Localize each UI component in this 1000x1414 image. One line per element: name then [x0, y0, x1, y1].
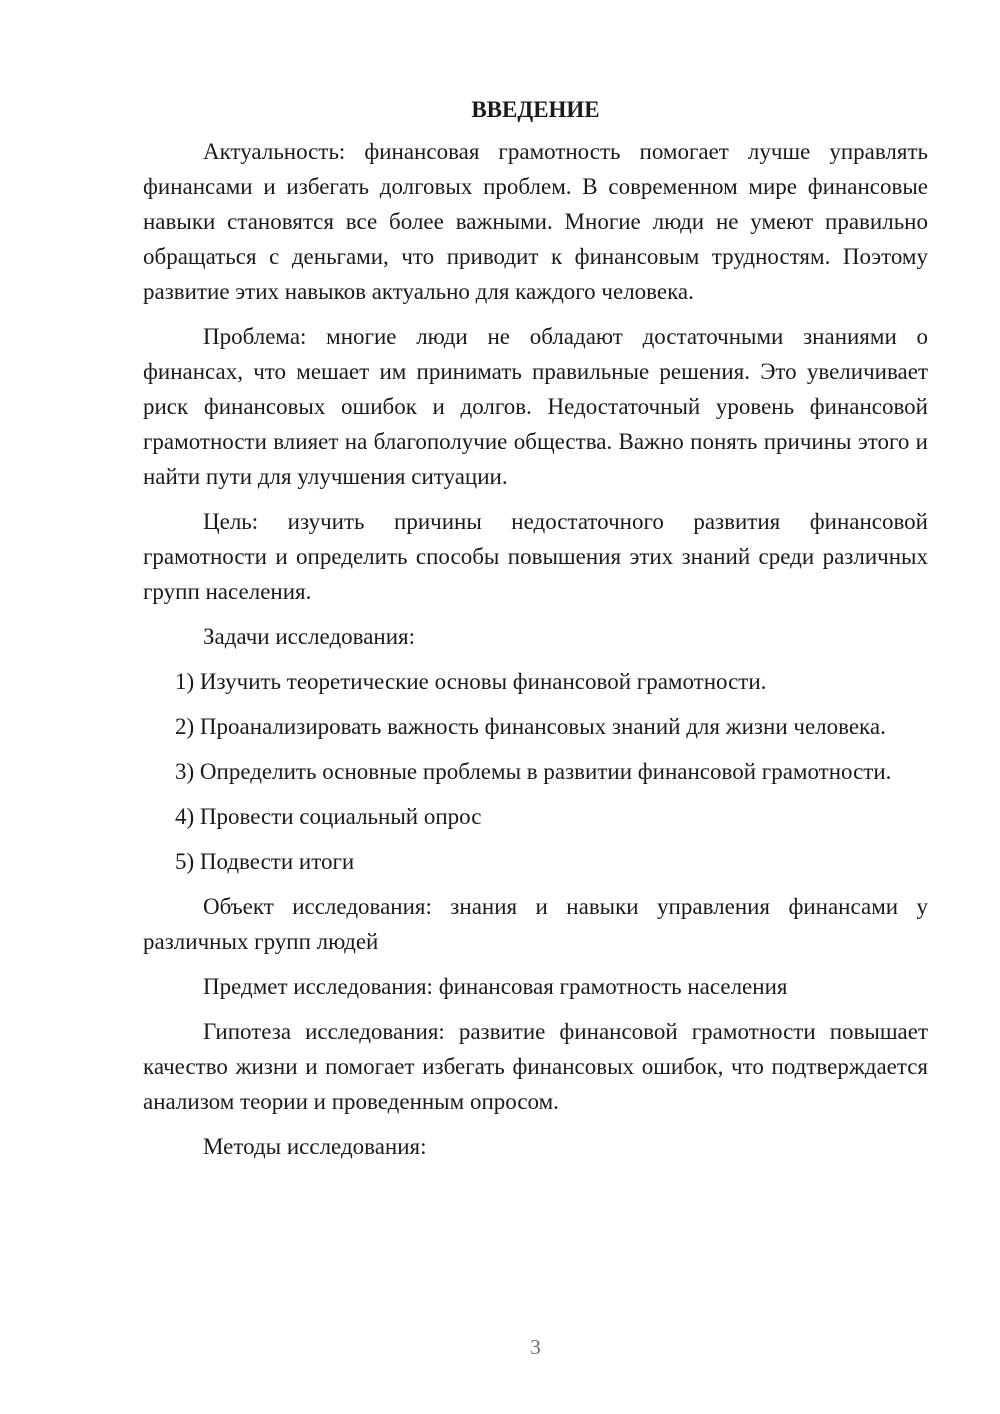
tasks-heading: Задачи исследования:: [203, 624, 416, 649]
methods-heading: Методы исследования:: [203, 1134, 427, 1159]
relevance-paragraph: Актуальность: финансовая грамотность помогает лучше управлять финансами и избегать долговых проблем. В современном мире финансовые навыки становятся все более важными. Многие люди не умеют правильно обращаться с деньгами, что приводит к финансовым трудностям. Поэтому развитие этих навыков актуально для каждого человека.: [143, 139, 928, 304]
section-title: ВВЕДЕНИЕ: [471, 97, 600, 122]
task-item-1: 1) Изучить теоретические основы финансовой грамотности.: [175, 669, 767, 694]
object-paragraph: Объект исследования: знания и навыки управления финансами у различных групп людей: [143, 894, 928, 954]
page-content: [143, 92, 928, 1174]
task-item-4: 4) Провести социальный опрос: [175, 804, 482, 829]
hypothesis-paragraph: Гипотеза исследования: развитие финансовой грамотности повышает качество жизни и помогает избегать финансовых ошибок, что подтверждается анализом теории и проведенным опросом.: [143, 1019, 928, 1114]
goal-paragraph: Цель: изучить причины недостаточного развития финансовой грамотности и определить способы повышения этих знаний среди различных групп населения.: [143, 509, 928, 604]
task-item-2: 2) Проанализировать важность финансовых знаний для жизни человека.: [175, 714, 886, 739]
problem-paragraph: Проблема: многие люди не обладают достаточными знаниями о финансах, что мешает им принимать правильные решения. Это увеличивает риск финансовых ошибок и долгов. Недостаточный уровень финансовой грамотности влияет на благополучие общества. Важно понять причины этого и найти пути для улучшения ситуации.: [143, 324, 928, 489]
subject-paragraph: Предмет исследования: финансовая грамотность населения: [203, 974, 788, 999]
task-item-3: 3) Определить основные проблемы в развитии финансовой грамотности.: [175, 759, 892, 784]
page-number: 3: [530, 1335, 541, 1359]
task-item-5: 5) Подвести итоги: [175, 849, 355, 874]
